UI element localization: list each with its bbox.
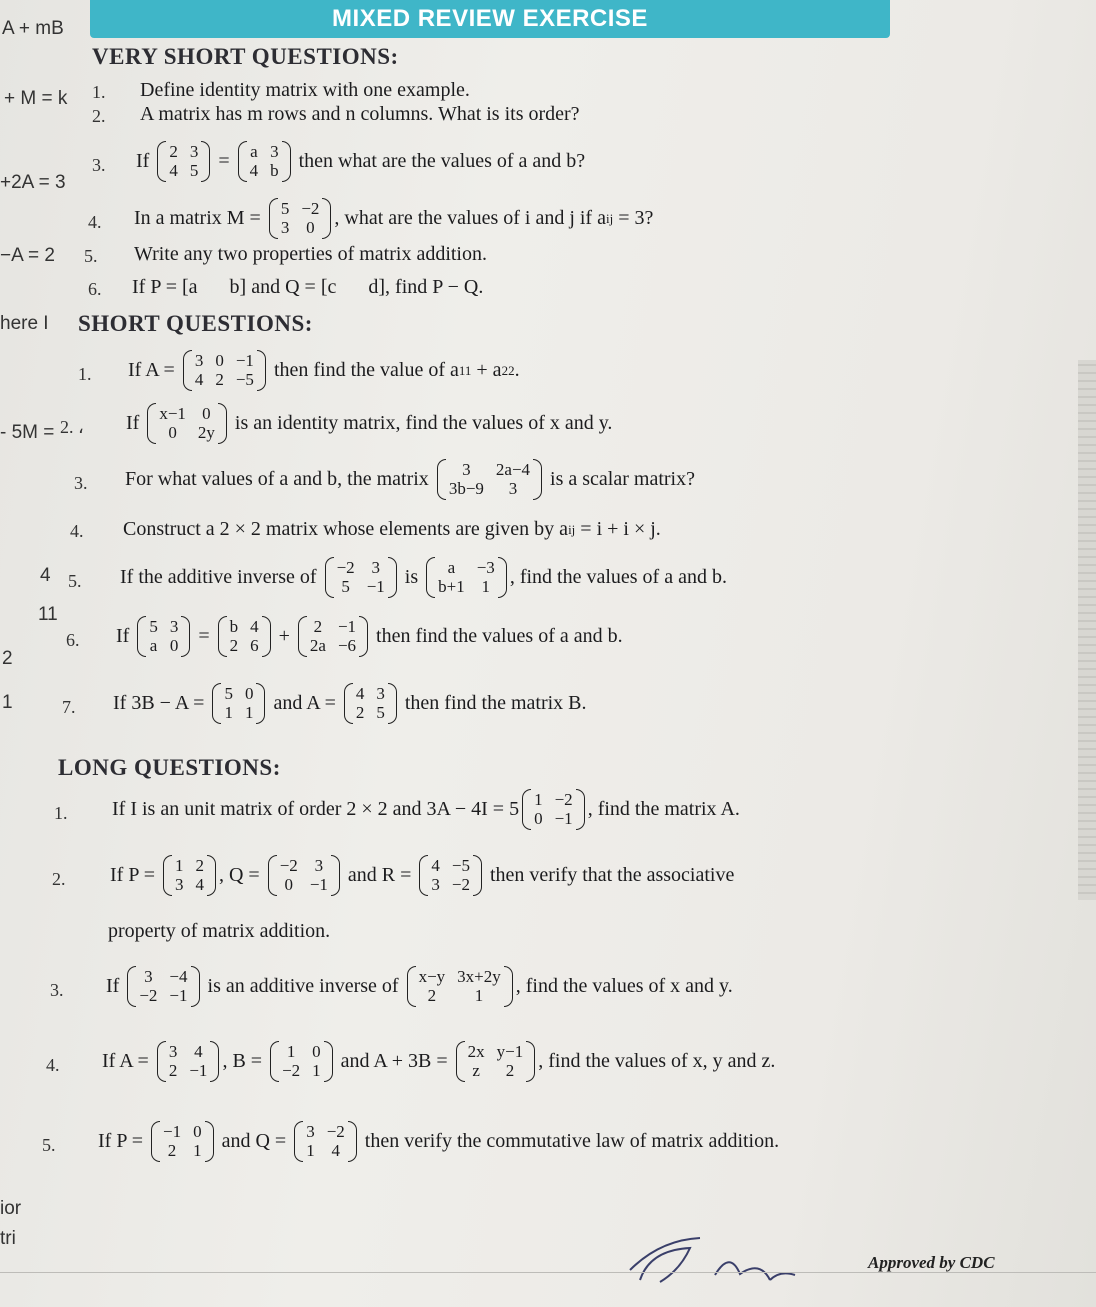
matrix-entry: 0: [202, 404, 211, 423]
matrix: [137, 616, 190, 657]
matrix-entry: 1: [306, 1140, 315, 1160]
left-paren: [137, 616, 146, 657]
margin-note: + M = k: [4, 88, 68, 109]
question-fragment: = 3?: [613, 207, 654, 230]
left-paren: [437, 459, 446, 500]
very-short-heading: VERY SHORT QUESTIONS:: [92, 44, 399, 69]
matrix-entry: 0: [244, 684, 254, 703]
question-text: [116, 616, 623, 657]
right-paren: [262, 616, 271, 657]
matrix-entry: 3b−9: [448, 478, 484, 498]
question-fragment: then verify that the associative: [485, 864, 735, 887]
left-paren: [298, 616, 307, 657]
matrix-entry: 0: [534, 808, 543, 828]
question-fragment: then find the value of a: [268, 359, 459, 382]
matrix-entry: 1: [312, 1060, 321, 1080]
question-text: [134, 198, 653, 239]
matrix-entry: 4: [431, 856, 440, 875]
question-fragment: =: [213, 150, 235, 173]
matrix-entry: b: [270, 160, 279, 180]
right-paren: [388, 683, 397, 724]
matrix-entry: z: [472, 1060, 480, 1080]
matrix-entry: 2: [355, 702, 365, 722]
matrix-entry: 2x: [467, 1042, 485, 1061]
right-paren: [576, 789, 585, 830]
left-paren: [151, 1121, 160, 1162]
matrix-entry: 1: [193, 1140, 202, 1160]
question-text: [125, 459, 695, 500]
question-fragment: is an identity matrix, find the values of x and y.: [229, 412, 613, 435]
right-paren: [473, 855, 482, 896]
matrix-entry: 3: [194, 351, 204, 370]
question-fragment: and A =: [268, 692, 341, 715]
signature-mark: [620, 1230, 840, 1290]
approval-footer: Approved by CDC: [868, 1253, 995, 1272]
row-matrix: [182, 277, 246, 297]
right-paren: [388, 557, 397, 598]
question-text: [108, 921, 330, 941]
question-fragment: is a scalar matrix?: [545, 468, 695, 491]
question-fragment: property of matrix addition.: [108, 920, 331, 942]
right-paren: [331, 855, 340, 896]
matrix: [269, 198, 332, 239]
question-text: [106, 966, 733, 1007]
question-text: [123, 519, 661, 539]
question-text: [128, 350, 520, 391]
matrix: [419, 855, 482, 896]
right-paren: [191, 966, 200, 1007]
matrix: [268, 855, 340, 896]
matrix-entry: −1: [309, 874, 328, 894]
left-paren: [522, 789, 531, 830]
matrix-entry: x−y: [418, 967, 446, 986]
margin-note: here I: [0, 313, 49, 334]
margin-note: tri: [0, 1228, 16, 1249]
margin-note: −A = 2: [0, 245, 55, 266]
matrix-entry: 5: [280, 199, 290, 218]
subscript: ij: [605, 210, 614, 226]
question-fragment: + a: [471, 359, 502, 382]
matrix-entry: −1: [554, 808, 573, 828]
question-text: [140, 104, 580, 124]
matrix-entry: 5: [341, 576, 350, 596]
question-fragment: +: [273, 625, 295, 648]
matrix-entry: a: [250, 142, 258, 161]
question-text: [112, 789, 740, 830]
matrix-entry: 3: [144, 967, 153, 986]
matrix: [344, 683, 397, 724]
question-text: [120, 557, 727, 598]
question-fragment: If A =: [128, 359, 180, 382]
subscript: 22: [501, 362, 515, 378]
question-text: [140, 80, 470, 100]
matrix-entry: 1: [244, 702, 254, 722]
matrix-entry: −1: [189, 1060, 208, 1080]
left-paren: [325, 557, 334, 598]
question-number: 4.: [88, 212, 102, 232]
left-paren: [344, 683, 353, 724]
matrix: [151, 1121, 214, 1162]
question-number: 6.: [66, 630, 80, 650]
subscript: ij: [568, 521, 576, 537]
matrix: [147, 403, 227, 444]
matrix-entry: 0: [168, 422, 177, 442]
matrix: [218, 616, 271, 657]
left-paren: [407, 966, 416, 1007]
matrix-entry: 1: [481, 576, 491, 596]
matrix-entry: 5: [149, 617, 158, 636]
matrix-entry: −2: [301, 199, 320, 218]
matrix-entry: 1: [534, 790, 543, 809]
right-paren: [282, 141, 291, 182]
matrix-entry: 3: [462, 460, 471, 479]
question-number: 2. ،: [60, 417, 84, 437]
matrix-entry: −2: [451, 874, 470, 894]
question-fragment: then verify the commutative law of matrix addition.: [359, 1130, 780, 1153]
matrix-entry: 0: [193, 1122, 202, 1141]
matrix-entry: 2: [313, 617, 323, 636]
question-fragment: For what values of a and b, the matrix: [125, 468, 434, 491]
right-paren: [181, 616, 190, 657]
long-heading: LONG QUESTIONS:: [58, 755, 281, 780]
matrix-entry: 2: [215, 369, 224, 389]
question-fragment: , Q =: [218, 864, 265, 887]
matrix: [437, 459, 542, 500]
matrix-entry: 5: [189, 160, 199, 180]
question-fragment: , B =: [222, 1050, 268, 1073]
question-fragment: If: [126, 412, 145, 435]
question-number: 2.: [92, 106, 106, 126]
matrix: [407, 966, 513, 1007]
margin-note: 4: [40, 565, 51, 586]
question-fragment: If: [136, 150, 155, 173]
exercise-banner: MIXED REVIEW EXERCISE: [90, 0, 890, 38]
matrix-entry: −1: [366, 576, 385, 596]
question-number: 6.: [88, 279, 102, 299]
matrix-entry: 4: [169, 160, 178, 180]
matrix-entry: 5: [376, 702, 385, 722]
question-fragment: , find the values of x and y.: [515, 975, 733, 998]
matrix: [212, 683, 265, 724]
matrix-entry: 6: [250, 635, 259, 655]
question-number: 5.: [42, 1135, 56, 1155]
question-text: [110, 855, 734, 896]
question-fragment: , find the values of x, y and z.: [538, 1050, 776, 1073]
matrix-entry: −2: [336, 558, 355, 577]
question-fragment: If the additive inverse of: [120, 566, 322, 589]
page-edge-strip: [1078, 360, 1096, 900]
question-fragment: A matrix has m rows and n columns. What is its order?: [140, 103, 580, 125]
matrix-entry: 1: [474, 985, 484, 1005]
matrix-entry: 0: [169, 635, 179, 655]
matrix-entry: 0: [312, 1042, 321, 1061]
left-paren: [294, 1121, 303, 1162]
matrix-entry: 4: [355, 684, 365, 703]
question-number: 1.: [78, 364, 92, 384]
left-paren: [268, 855, 277, 896]
question-number: 5.: [68, 571, 82, 591]
matrix: [294, 1121, 357, 1162]
question-fragment: , find the matrix A.: [587, 798, 740, 821]
question-number: 7.: [62, 697, 76, 717]
matrix-entry: 2: [427, 985, 437, 1005]
matrix-entry: [c: [320, 276, 337, 298]
left-paren: [419, 855, 428, 896]
left-paren: [456, 1041, 465, 1082]
matrix-entry: 4: [194, 369, 204, 389]
matrix-entry: b: [229, 617, 239, 636]
matrix-entry: 3: [508, 478, 518, 498]
right-paren: [210, 1041, 219, 1082]
matrix-entry: 2: [229, 635, 239, 655]
matrix-entry: −1: [169, 985, 188, 1005]
question-number: 2.: [52, 869, 66, 889]
question-number: 3.: [74, 473, 88, 493]
matrix-entry: −6: [337, 635, 357, 655]
matrix-entry: [a: [181, 276, 198, 298]
matrix-entry: 0: [284, 874, 294, 894]
matrix-entry: 3: [371, 558, 380, 577]
matrix-entry: 3: [174, 874, 184, 894]
left-paren: [183, 350, 192, 391]
matrix-entry: −2: [282, 1060, 301, 1080]
question-fragment: and Q =: [246, 276, 321, 298]
right-paren: [526, 1041, 535, 1082]
matrix-entry: −1: [337, 617, 357, 636]
question-number: 5.: [84, 246, 98, 266]
matrix-entry: 3: [280, 217, 290, 237]
question-fragment: , find P − Q.: [385, 276, 484, 298]
question-fragment: then find the values of a and b.: [371, 625, 623, 648]
right-paren: [207, 855, 216, 896]
question-fragment: If P =: [98, 1130, 148, 1153]
question-text: [98, 1121, 779, 1162]
matrix: [157, 141, 210, 182]
matrix-entry: 0: [215, 351, 224, 370]
matrix-entry: 2: [505, 1060, 515, 1080]
right-paren: [218, 403, 227, 444]
question-fragment: .: [514, 359, 520, 382]
question-text: [113, 683, 587, 724]
matrix-entry: b+1: [438, 576, 465, 596]
right-paren: [348, 1121, 357, 1162]
question-fragment: , find the values of a and b.: [509, 566, 727, 589]
question-number: 1.: [92, 82, 106, 102]
matrix-entry: −2: [554, 790, 573, 809]
question-fragment: then what are the values of a and b?: [293, 150, 586, 173]
matrix: [127, 966, 199, 1007]
matrix-entry: b]: [229, 276, 247, 298]
question-text: [102, 1041, 775, 1082]
matrix-entry: 2a: [309, 635, 326, 655]
matrix-entry: 3: [306, 1122, 315, 1141]
margin-note: - 5M =: [0, 422, 55, 443]
right-paren: [205, 1121, 214, 1162]
matrix-entry: 0: [306, 217, 315, 237]
question-fragment: If P =: [132, 276, 182, 298]
question-fragment: =: [193, 625, 215, 648]
matrix-entry: 4: [250, 617, 259, 636]
matrix-entry: 3: [376, 684, 385, 703]
matrix-entry: 2: [167, 1140, 177, 1160]
question-fragment: In a matrix M =: [134, 207, 266, 230]
right-paren: [504, 966, 513, 1007]
matrix-entry: 3x+2y: [457, 967, 501, 986]
question-fragment: , what are the values of i and j if a: [334, 207, 606, 230]
matrix-entry: 3: [169, 617, 179, 636]
matrix-entry: −4: [169, 967, 188, 986]
question-fragment: = i + i × j.: [575, 518, 661, 540]
question-number: 3.: [92, 155, 106, 175]
matrix-entry: 1: [174, 856, 184, 875]
margin-note: ior: [0, 1198, 22, 1219]
matrix: [456, 1041, 536, 1082]
question-fragment: and A + 3B =: [335, 1050, 453, 1073]
matrix: [522, 789, 585, 830]
question-fragment: and R =: [342, 864, 417, 887]
matrix: [426, 557, 507, 598]
matrix-entry: 2a−4: [495, 460, 531, 479]
left-paren: [157, 1041, 166, 1082]
question-text: [136, 141, 585, 182]
left-paren: [238, 141, 247, 182]
matrix: [270, 1041, 333, 1082]
question-fragment: Construct a 2 × 2 matrix whose elements are given by a: [123, 518, 569, 540]
right-paren: [324, 1041, 333, 1082]
row-matrix: [321, 277, 385, 297]
question-fragment: and Q =: [216, 1130, 292, 1153]
matrix: [238, 141, 291, 182]
matrix-entry: −1: [235, 351, 254, 370]
subscript: 11: [458, 362, 472, 378]
left-paren: [270, 1041, 279, 1082]
question-fragment: If I is an unit matrix of order 2 × 2 and 3A − 4I = 5: [112, 798, 520, 821]
matrix-entry: 4: [331, 1140, 340, 1160]
question-fragment: is an additive inverse of: [202, 975, 404, 998]
question-fragment: Write any two properties of matrix addition.: [134, 243, 487, 265]
matrix-entry: 4: [194, 1042, 203, 1061]
left-paren: [157, 141, 166, 182]
matrix-entry: 4: [249, 160, 259, 180]
question-number: 4.: [46, 1055, 60, 1075]
matrix-entry: 2y: [197, 422, 215, 442]
matrix-entry: 3: [270, 142, 279, 161]
left-paren: [163, 855, 172, 896]
matrix-entry: 2: [169, 142, 178, 161]
question-fragment: If 3B − A =: [113, 692, 210, 715]
matrix-entry: 3: [189, 142, 199, 161]
right-paren: [322, 198, 331, 239]
matrix-entry: 2: [168, 1060, 178, 1080]
matrix: [298, 616, 368, 657]
matrix-entry: d]: [368, 276, 386, 298]
question-fragment: If P =: [110, 864, 160, 887]
matrix-entry: −5: [235, 369, 254, 389]
matrix-entry: 5: [224, 684, 233, 703]
matrix: [157, 1041, 220, 1082]
matrix-entry: 1: [286, 1042, 296, 1061]
margin-note: 11: [38, 604, 58, 625]
right-paren: [256, 683, 265, 724]
question-fragment: If: [116, 625, 135, 648]
matrix-entry: −3: [476, 558, 495, 577]
margin-note: +2A = 3: [0, 172, 66, 193]
right-paren: [533, 459, 542, 500]
margin-note: 2: [2, 648, 13, 669]
question-fragment: If: [106, 975, 125, 998]
question-fragment: If A =: [102, 1050, 154, 1073]
matrix-entry: y−1: [496, 1042, 524, 1061]
matrix-entry: −2: [326, 1122, 345, 1141]
matrix-entry: 3: [168, 1042, 178, 1061]
question-text: [132, 277, 483, 297]
matrix-entry: a: [149, 635, 158, 655]
left-paren: [426, 557, 435, 598]
left-paren: [269, 198, 278, 239]
question-fragment: is: [399, 566, 424, 589]
right-paren: [359, 616, 368, 657]
margin-note: A + mB: [2, 18, 64, 39]
matrix-entry: 1: [224, 702, 233, 722]
matrix-entry: 4: [195, 874, 204, 894]
matrix-entry: 3: [431, 874, 440, 894]
matrix: [163, 855, 216, 896]
question-number: 1.: [54, 803, 68, 823]
left-paren: [127, 966, 136, 1007]
question-text: [126, 403, 612, 444]
short-heading: SHORT QUESTIONS:: [78, 311, 313, 336]
matrix: [183, 350, 266, 391]
matrix-entry: −5: [451, 856, 470, 875]
question-text: [134, 244, 487, 264]
matrix-entry: 3: [314, 856, 324, 875]
question-number: 4.: [70, 521, 84, 541]
question-fragment: Define identity matrix with one example.: [140, 79, 470, 101]
matrix-entry: −2: [139, 985, 158, 1005]
right-paren: [201, 141, 210, 182]
question-number: 3.: [50, 980, 64, 1000]
question-fragment: then find the matrix B.: [399, 692, 587, 715]
right-paren: [498, 557, 507, 598]
left-paren: [147, 403, 156, 444]
left-paren: [218, 616, 227, 657]
margin-note: 1: [2, 692, 13, 713]
left-paren: [212, 683, 221, 724]
matrix: [325, 557, 397, 598]
right-paren: [257, 350, 266, 391]
matrix-entry: 2: [195, 856, 204, 875]
matrix-entry: −2: [279, 856, 298, 875]
matrix-entry: x−1: [159, 404, 186, 423]
matrix-entry: −1: [162, 1122, 182, 1141]
matrix-entry: a: [447, 558, 456, 577]
